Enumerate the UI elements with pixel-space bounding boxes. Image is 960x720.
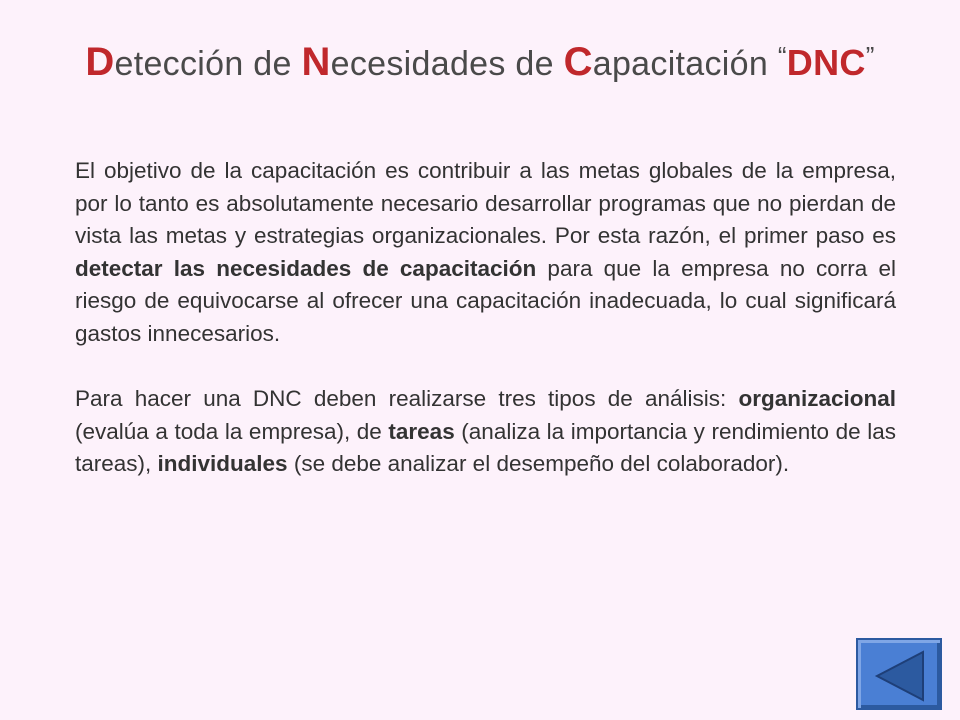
paragraph-bold-text: organizacional bbox=[738, 386, 896, 411]
title-acronym: DNC bbox=[786, 42, 866, 83]
paragraph-text: Para hacer una DNC deben realizarse tres tipos de análisis: bbox=[75, 386, 739, 411]
triangle-left-icon bbox=[858, 640, 944, 712]
page-title bbox=[0, 40, 960, 85]
paragraph-bold-text: tareas bbox=[388, 418, 455, 444]
paragraph-text: (analiza la importancia y rendimiento de las tareas), bbox=[75, 418, 896, 476]
paragraph-bold-text: detectar las necesidades de capacitación bbox=[75, 255, 537, 281]
paragraph-text: para que la empresa no corra el riesgo de equivocarse al ofrecer una capacitación inadecuada, lo cual significará gastos innecesarios. bbox=[75, 255, 897, 346]
title-word-necesidades: ecesidades de bbox=[330, 45, 564, 83]
title-open-quote: “ bbox=[777, 41, 787, 71]
content-body bbox=[75, 155, 896, 481]
paragraph-analysis-types bbox=[75, 383, 896, 481]
paragraph-text: (evalúa a toda la empresa), de bbox=[75, 418, 389, 444]
paragraph-bold-text: individuales bbox=[157, 451, 288, 476]
title-word-capacitacion: apacitación bbox=[592, 45, 778, 83]
back-button[interactable] bbox=[856, 638, 942, 710]
paragraph-text: El objetivo de la capacitación es contribuir a las metas globales de la empresa, por lo tanto es absolutamente necesario desarrollar programas que no pierdan de vista las metas y estrategias organizacionales. Por esta razón, el primer paso es bbox=[75, 158, 896, 248]
paragraph-objective bbox=[75, 155, 896, 350]
title-initial-d: D bbox=[85, 40, 115, 84]
title-word-deteccion: etección de bbox=[114, 45, 302, 83]
title-close-quote: ” bbox=[865, 41, 875, 71]
title-initial-n: N bbox=[301, 40, 331, 84]
title-initial-c: C bbox=[563, 40, 593, 84]
paragraph-text: (se debe analizar el desempeño del colaborador). bbox=[287, 451, 790, 476]
